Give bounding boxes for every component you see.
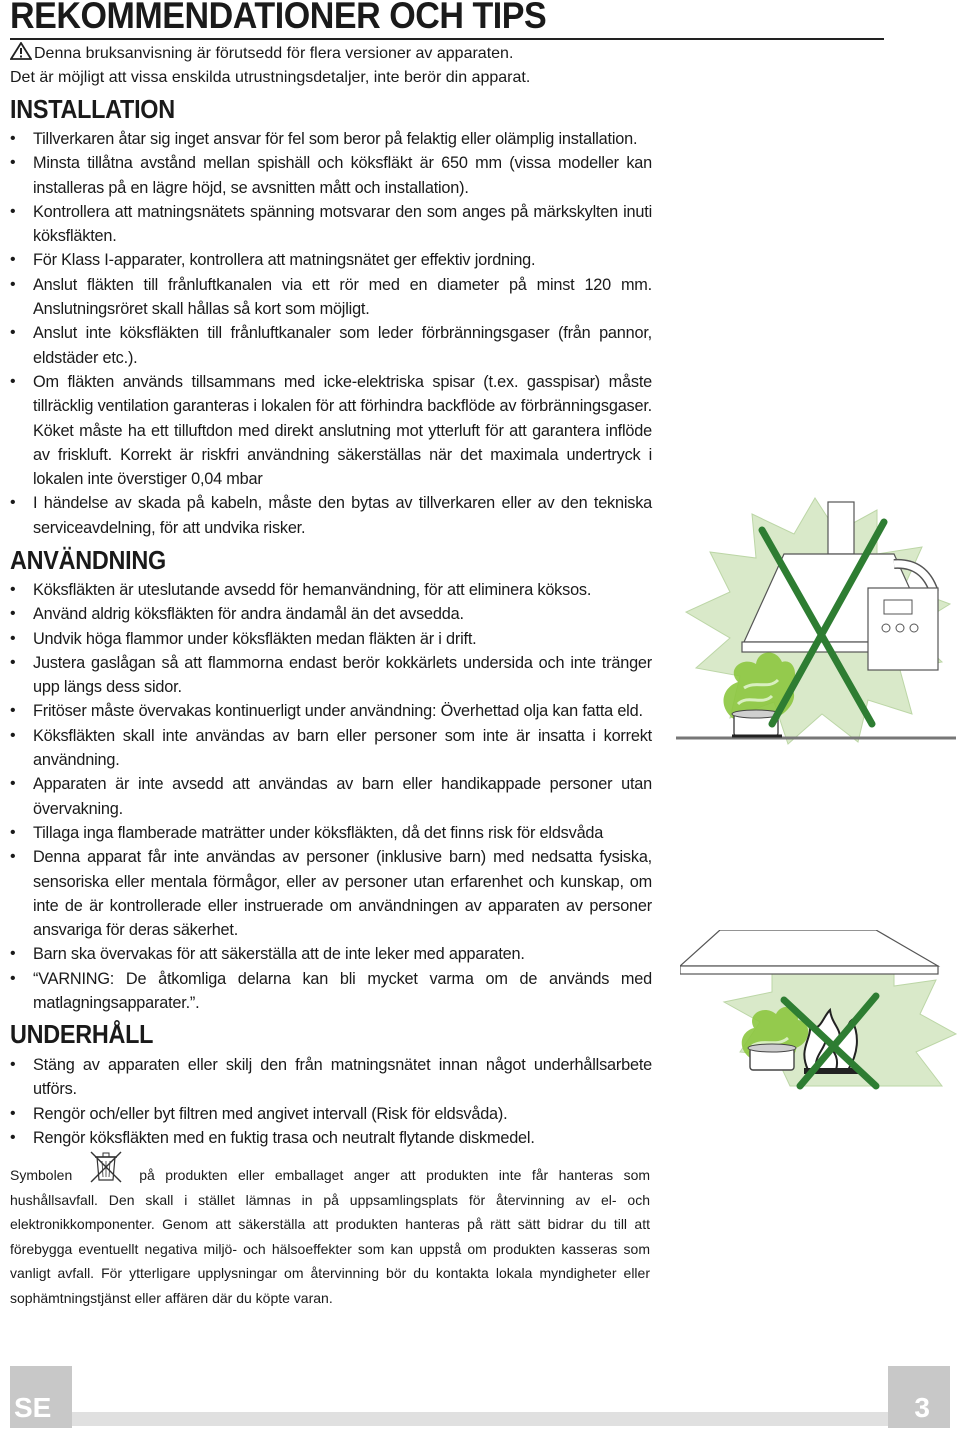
- list-item: • Anslut inte köksfläkten till frånluftkanaler som leder förbränningsgaser (från pannor, eldstäder etc.).: [10, 321, 652, 370]
- intro-line-2: Det är möjligt att vissa enskilda utrustningsdetaljer, inte berör din apparat.: [10, 69, 531, 86]
- list-item: • Apparaten är inte avsedd att användas av barn eller handikappade personer utan övervakning.: [10, 772, 652, 821]
- list-item: • Stäng av apparaten eller skilj den från matningsnätet innan något underhållsarbete utförs.: [10, 1053, 652, 1102]
- installation-heading: INSTALLATION: [10, 94, 175, 124]
- boiler-knob: [910, 624, 918, 632]
- disposal-note-after: på produkten eller emballaget anger att produkten inte får hanteras som hushållsavfall. Den skall i stället lämnas in på uppsamlingsplats för återvinning av el- och elektronikkomponenter. Genom att säkerställa att produkten hanteras på rätt sätt bidrar du till att förebygga eventuellt negativa miljö- och hälsoeffekter som kan uppstå om produkten kasseras som vanligt avfall. För ytterligare upplysningar om återvinning bör du kontakta lokala myndigheter eller sophämtningstjänst eller affären där du köpte varan.: [10, 1167, 651, 1306]
- list-item: • Köksfläkten skall inte användas av barn eller personer som inte är insatta i korrekt användning.: [10, 724, 652, 773]
- list-item: • Minsta tillåtna avstånd mellan spishäll och köksfläkt är 650 mm (vissa modeller kan installeras på en lägre höjd, se avsnitten mått och installation).: [10, 151, 652, 200]
- page-number: 3: [914, 1392, 930, 1423]
- list-item: • Kontrollera att matningsnätets spänning motsvarar den som anges på märkskylten inuti köksfläkten.: [10, 200, 652, 249]
- list-item: • Fritöser måste övervakas kontinuerligt under användning: Överhettad olja kan fatta eld.: [10, 699, 652, 723]
- list-item: • I händelse av skada på kabeln, måste den bytas av tillverkaren eller av den tekniska serviceavdelning, för att undvika risker.: [10, 491, 652, 540]
- list-item: • Rengör köksfläkten med en fuktig trasa och neutralt flytande diskmedel.: [10, 1126, 652, 1150]
- intro-note: [10, 42, 650, 90]
- list-item: • Tillverkaren åtar sig inget ansvar för fel som beror på felaktig eller olämplig installation.: [10, 127, 652, 151]
- list-item: • Justera gaslågan så att flammorna endast berör kokkärlets undersida och inte tränger upp längs dess sidor.: [10, 651, 652, 700]
- installation-list: [10, 127, 652, 540]
- intro-line-1: Denna bruksanvisning är förutsedd för flera versioner av apparaten.: [34, 45, 514, 62]
- crossed-bin-icon: [87, 1150, 125, 1184]
- disposal-note-before: Symbolen: [10, 1167, 73, 1183]
- list-item: • Denna apparat får inte användas av personer (inklusive barn) med nedsatta fysiska, sensoriska eller mentala förmågor, eller av personer utan erfarenhet och kunskap, om inte de är kontrollerade eller instruerade om användningen av apparaten av personer ansvariga för deras säkerhet.: [10, 845, 652, 942]
- list-item: • För Klass I-apparater, kontrollera att matningsnätet ger effektiv jordning.: [10, 248, 652, 272]
- hood-canopy: [680, 930, 938, 966]
- hood-flambe-illustration: [680, 930, 958, 1090]
- disposal-note: [10, 1150, 650, 1310]
- page-number-tab: [888, 1366, 950, 1428]
- warning-icon: [10, 42, 32, 60]
- usage-list: [10, 578, 652, 1015]
- footer-bar: [72, 1412, 888, 1426]
- list-item: • Tillaga inga flamberade maträtter under köksfläkten, då det finns risk för eldsvåda: [10, 821, 652, 845]
- hood-chimney: [828, 502, 854, 554]
- boiler-knob: [882, 624, 890, 632]
- boiler-display: [884, 600, 912, 614]
- hood-front-strip: [680, 966, 938, 974]
- list-item: • Rengör och/eller byt filtren med angivet intervall (Risk för eldsvåda).: [10, 1102, 652, 1126]
- boiler-knob: [896, 624, 904, 632]
- usage-heading: ANVÄNDNING: [10, 545, 166, 575]
- maintenance-list: [10, 1053, 652, 1150]
- list-item: • Anslut fläkten till frånluftkanalen via ett rör med en diameter på minst 120 mm. Anslutningsröret skall hållas så kort som möjligt.: [10, 273, 652, 322]
- list-item: • Barn ska övervakas för att säkerställa att de inte leker med apparaten.: [10, 942, 652, 966]
- language-tab: [10, 1366, 72, 1428]
- list-item: • Köksfläkten är uteslutande avsedd för hemanvändning, för att eliminera köksos.: [10, 578, 652, 602]
- list-item: • Undvik höga flammor under köksfläkten medan fläkten är i drift.: [10, 627, 652, 651]
- list-item: • Om fläkten används tillsammans med icke-elektriska spisar (t.ex. gasspisar) måste tillräcklig ventilation garanteras i lokalen för att förhindra backflöde av förbränningsgaser. Köket måste ha ett tilluftdon med direkt anslutning mot ytterluft för att garantera inflöde av friskluft. Korrekt är riskfri användning säkerställas när det maximala undertryck i lokalen inte överstiger 0,04 mbar: [10, 370, 652, 491]
- list-item: • “VARNING: De åtkomliga delarna kan bli mycket varma om de används med matlagningsapparater.”.: [10, 967, 652, 1016]
- maintenance-heading: UNDERHÅLL: [10, 1019, 154, 1049]
- list-item: • Använd aldrig köksfläkten för andra ändamål än det avsedda.: [10, 602, 652, 626]
- language-code: SE: [14, 1392, 52, 1423]
- hood-over-gas-hob-illustration: [672, 492, 958, 754]
- page-title: REKOMMENDATIONER OCH TIPS: [10, 0, 884, 40]
